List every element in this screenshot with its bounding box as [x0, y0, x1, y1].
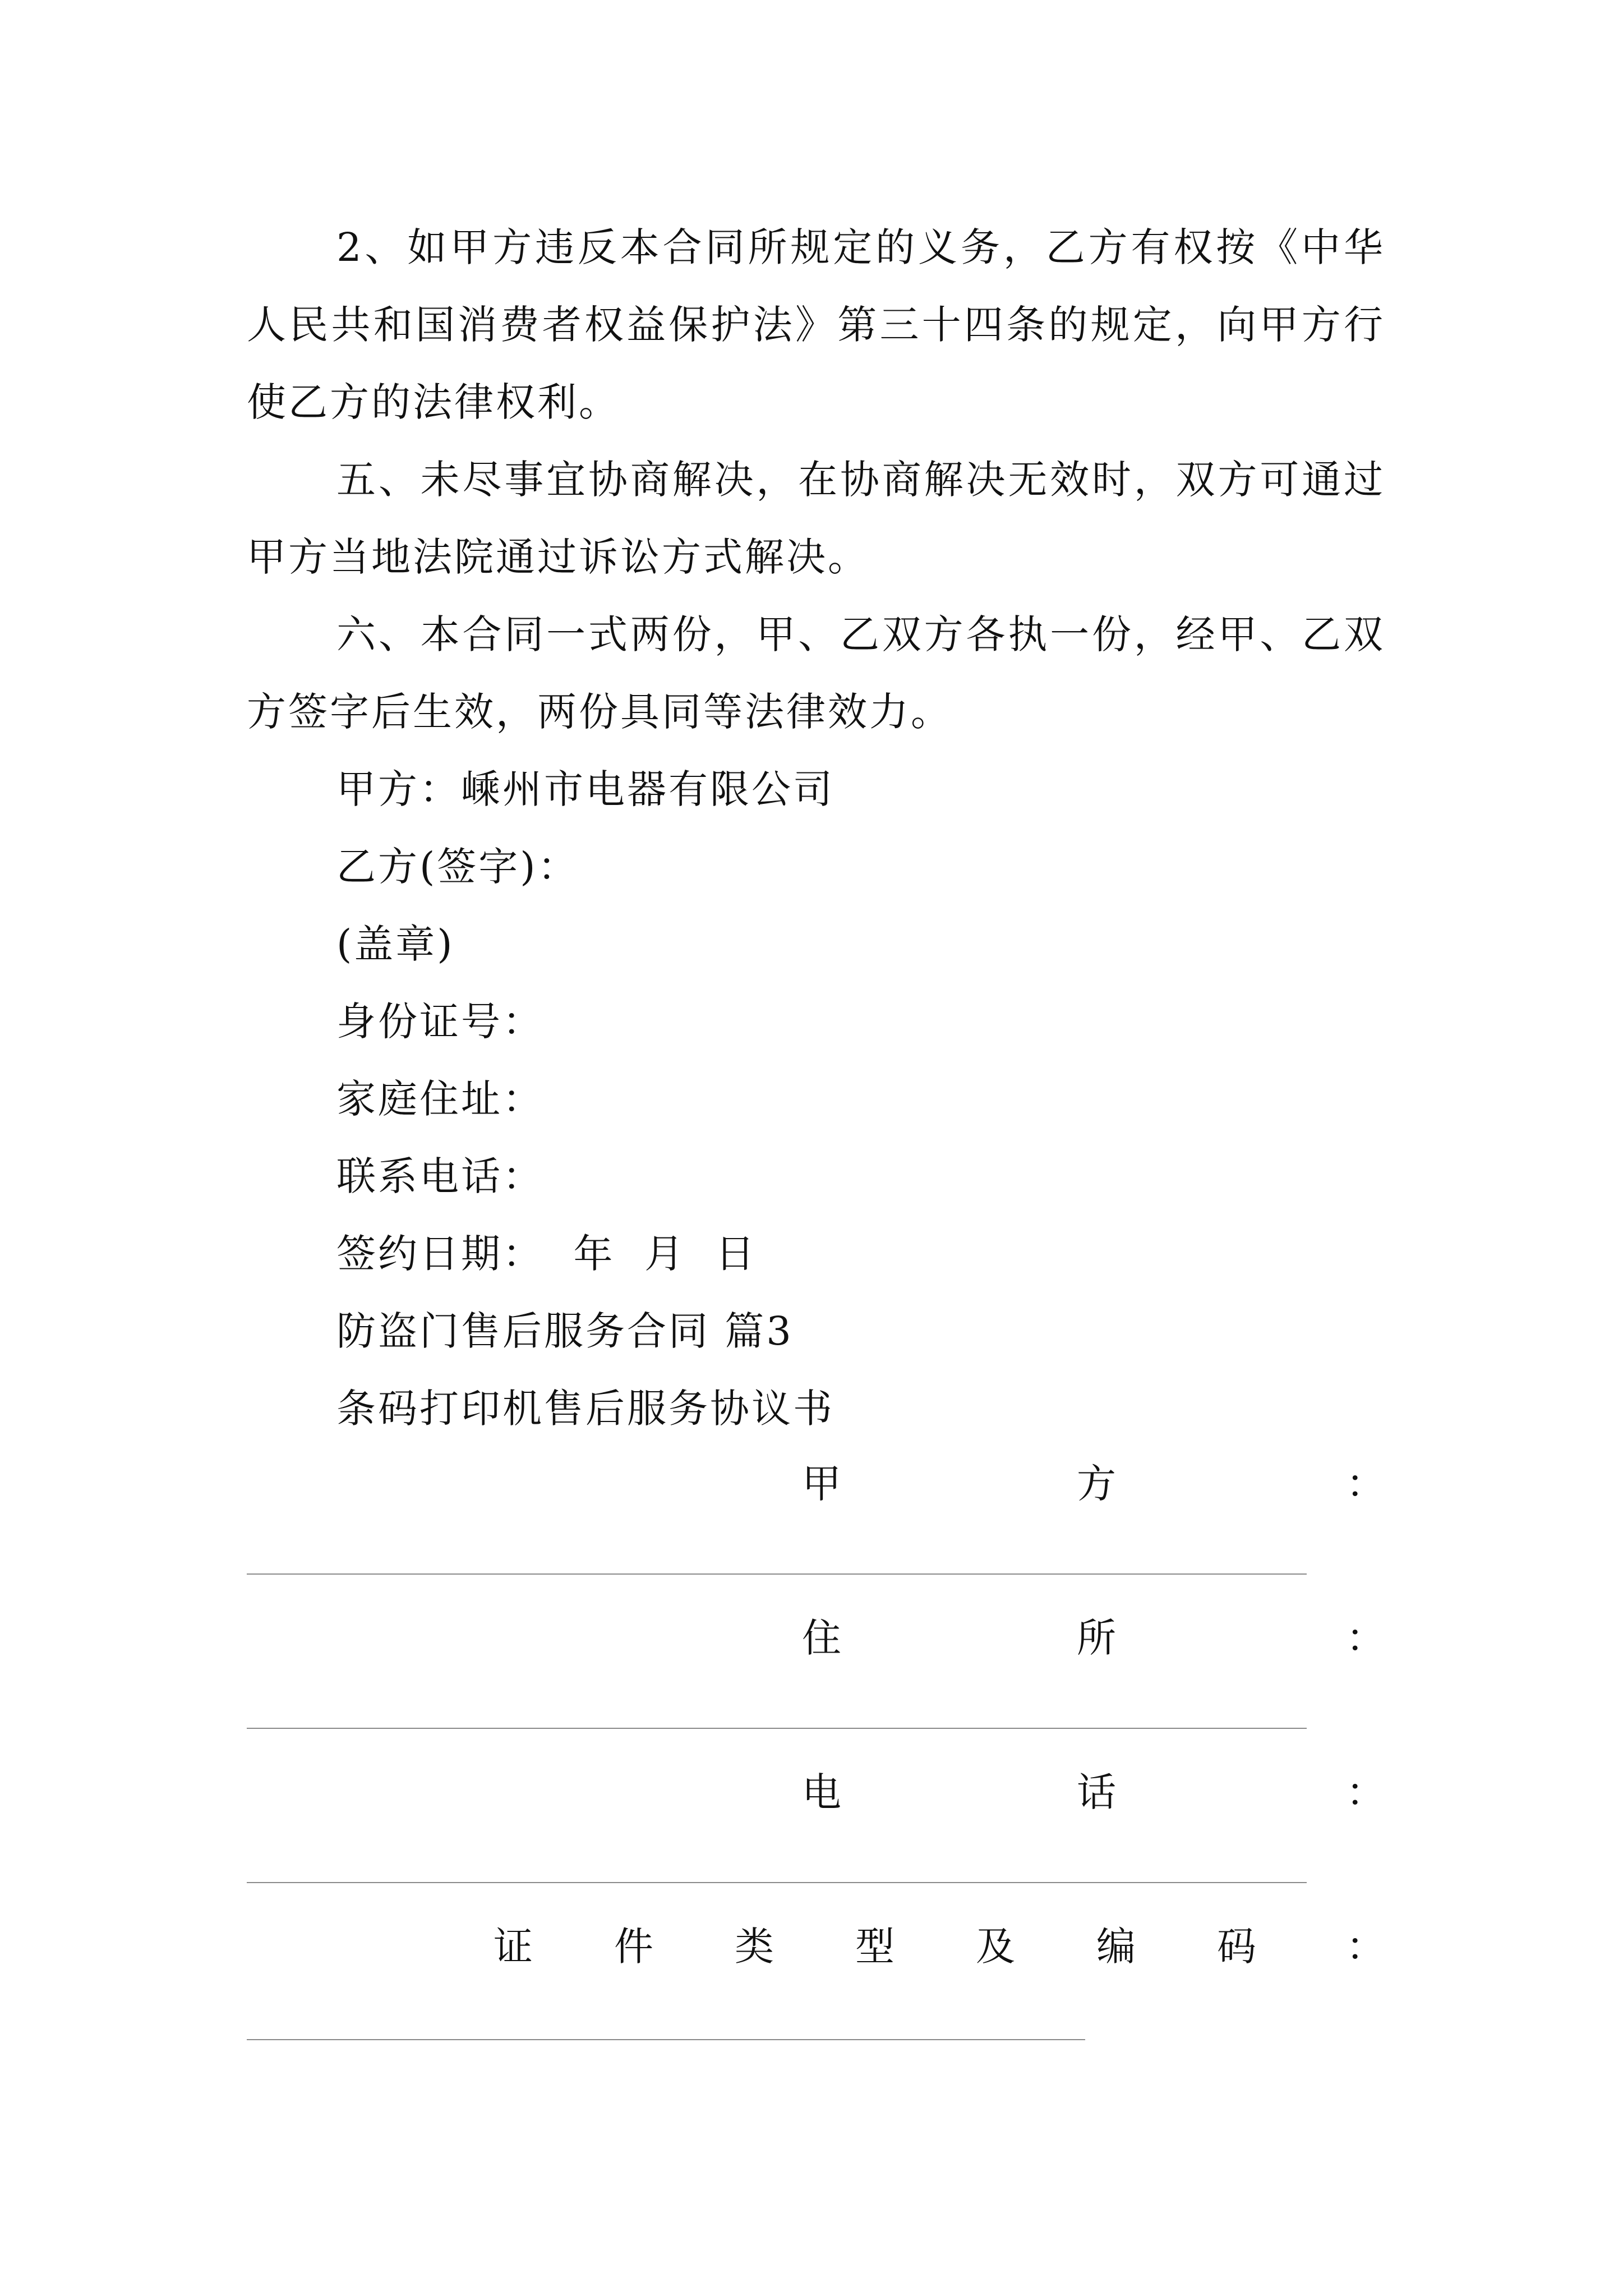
form-colon: ：	[1346, 1461, 1385, 1507]
form-colon: ：	[1346, 1924, 1385, 1970]
blank-underline	[247, 1573, 1307, 1575]
blank-underline	[247, 1882, 1307, 1883]
form-char: 证	[494, 1924, 533, 1970]
form-row-id-type	[247, 1918, 1385, 1975]
agreement-title: 条码打印机售后服务协议书	[336, 1386, 834, 1432]
party-a-line: 甲方：嵊州市电器有限公司	[336, 766, 834, 812]
form-char: 电	[802, 1769, 841, 1815]
seal-line: (盖章)	[336, 921, 455, 967]
form-char: 住	[802, 1615, 841, 1661]
form-char: 话	[1077, 1769, 1116, 1815]
id-number-line: 身份证号：	[336, 999, 544, 1045]
form-char: 编	[1096, 1924, 1136, 1970]
home-address-line: 家庭住址：	[336, 1076, 544, 1122]
form-char: 方	[1077, 1461, 1116, 1507]
form-char: 甲	[802, 1461, 841, 1507]
sign-date-line: 签约日期： 年 月 日	[336, 1231, 757, 1277]
form-char: 型	[855, 1924, 895, 1970]
section-heading: 防盗门售后服务合同 篇3	[336, 1308, 794, 1354]
form-char: 及	[976, 1924, 1015, 1970]
form-colon: ：	[1346, 1615, 1385, 1661]
party-b-signature-line: 乙方(签字)：	[336, 844, 579, 890]
form-row-phone	[247, 1764, 1385, 1820]
form-colon: ：	[1346, 1769, 1385, 1815]
blank-underline	[247, 2039, 1085, 2040]
form-char: 类	[735, 1924, 774, 1970]
contact-phone-line: 联系电话：	[336, 1153, 544, 1199]
form-char: 码	[1217, 1924, 1256, 1970]
form-row-party-a	[247, 1456, 1385, 1512]
clause-2-paragraph: 2、如甲方违反本合同所规定的义务，乙方有权按《中华人民共和国消费者权益保护法》第三十四条的规定，向甲方行使乙方的法律权利。	[247, 224, 1385, 425]
form-row-address	[247, 1610, 1385, 1666]
form-char: 件	[614, 1924, 653, 1970]
blank-underline	[247, 1728, 1307, 1729]
form-char: 所	[1077, 1615, 1116, 1661]
clause-5-paragraph: 五、未尽事宜协商解决，在协商解决无效时，双方可通过甲方当地法院通过诉讼方式解决。	[247, 457, 1385, 580]
clause-6-paragraph: 六、本合同一式两份，甲、乙双方各执一份，经甲、乙双方签字后生效，两份具同等法律效力。	[247, 611, 1385, 735]
